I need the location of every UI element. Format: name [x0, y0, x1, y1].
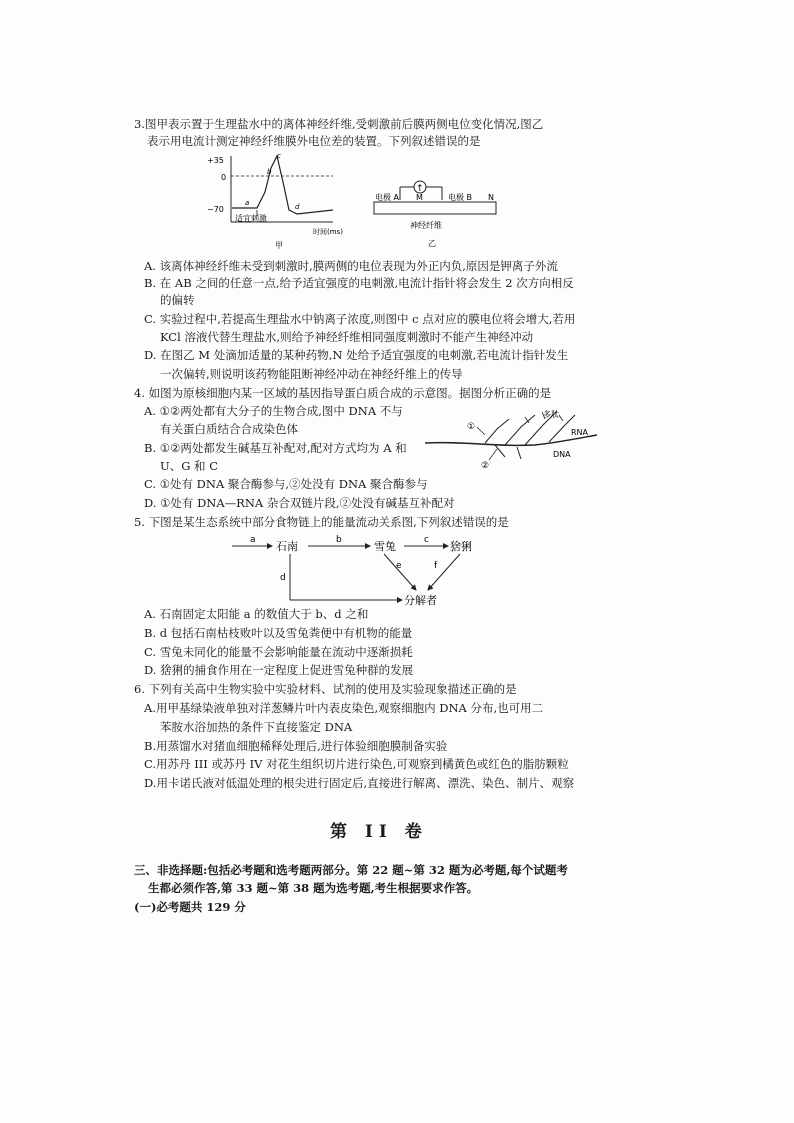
q6-option-c: C.用苏丹 III 或苏丹 IV 对花生组织切片进行染色,可观察到橘黄色或红色的脂肪颗粒: [144, 757, 569, 771]
q6-option-d: D.用卡诺氏液对低温处理的根尖进行固定后,直接进行解离、漂洗、染色、制片、观察: [144, 776, 575, 790]
q5-option-a: A. 石南固定太阳能 a 的数值大于 b、d 之和: [144, 607, 369, 621]
yi-caption: 乙: [428, 239, 436, 248]
q3-stem-line2: 表示用电流计测定神经纤维膜外电位差的装置。下列叙述错误的是: [147, 134, 481, 148]
yi-fiber-rect: [374, 202, 496, 214]
q4-option-a-line2: 有关蛋白质结合合成染色体: [160, 422, 298, 436]
q4-label-peptide: 多肽: [543, 410, 559, 419]
q5-label-a: a: [250, 535, 256, 545]
q3-stem-line1: 3.图甲表示置于生理盐水中的离体神经纤维,受刺激前后膜两侧电位变化情况,图乙: [134, 117, 544, 131]
q5-arrow-f: [428, 554, 460, 590]
q3-option-d-line1: D. 在图乙 M 处滴加适量的某种药物,N 处给予适宜强度的电刺激,若电流计指针发生: [144, 348, 569, 362]
q5-arrow-e: [384, 554, 416, 590]
yi-n-label: N: [488, 193, 494, 202]
q4-label-2: ②: [481, 461, 490, 471]
q3-option-a: A. 该离体神经纤维未受到刺激时,膜两侧的电位表现为外正内负,原因是钾离子外流: [144, 259, 558, 273]
q6-stem: 6. 下列有关高中生物实验中实验材料、试剂的使用及实验现象描述正确的是: [134, 682, 517, 696]
q5-label-c: c: [424, 535, 429, 545]
q5-option-b: B. d 包括石南枯枝败叶以及雪兔粪便中有机物的能量: [144, 626, 413, 640]
q5-node-shinan: 石南: [276, 540, 298, 553]
q5-stem: 5. 下图是某生态系统中部分食物链上的能量流动关系图,下列叙述错误的是: [134, 515, 509, 529]
q5-option-c: C. 雪兔未同化的能量不会影响能量在流动中逐渐损耗: [144, 645, 413, 659]
q3-option-b-line1: B. 在 AB 之间的任意一点,给予适宜强度的电刺激,电流计指针将会发生 2 次方向相反: [144, 276, 574, 290]
jia-point-d: d: [295, 203, 300, 211]
jia-stim-label: 适宜刺激: [235, 214, 267, 223]
q4-option-b-line1: B. ①②两处都发生碱基互补配对,配对方式均为 A 和: [144, 441, 407, 455]
q3-figure-jia: [205, 152, 365, 252]
yi-electrode-a: 电极 A: [375, 193, 400, 202]
section-instruction-line2: 生都必须作答,第 33 题~第 38 题为选考题,考生根据要求作答。: [148, 881, 479, 895]
section-title: 第 II 卷: [330, 822, 428, 842]
q4-label-1: ①: [467, 422, 476, 432]
q3-option-c-line1: C. 实验过程中,若提高生理盐水中钠离子浓度,则图中 c 点对应的膜电位将会增大,若用: [144, 312, 576, 326]
q5-node-xuetu: 雪兔: [374, 540, 396, 553]
section-instruction-line1: 三、非选择题:包括必考题和选考题两部分。第 22 题~第 32 题为必考题,每个试题考: [134, 863, 568, 877]
q3-figure-yi: [372, 178, 502, 250]
yi-electrode-b: 电极 B: [448, 193, 473, 202]
section-subheading: (一)必考题共 129 分: [134, 900, 246, 914]
q6-option-b: B.用蒸馏水对猪血细胞稀释处理后,进行体验细胞膜制备实验: [144, 739, 448, 753]
q5-label-e: e: [396, 561, 402, 571]
yi-meter-arrow: ↑: [416, 184, 424, 194]
jia-point-c: c: [277, 152, 281, 160]
q4-figure: [425, 405, 605, 475]
q4-rna-branch-1: [485, 419, 509, 443]
jia-caption: 甲: [275, 241, 283, 250]
jia-point-b: b: [267, 168, 272, 176]
jia-tick-0: 0: [221, 173, 227, 182]
q4-option-c: C. ①处有 DNA 聚合酶参与,②处没有 DNA 聚合酶参与: [144, 477, 428, 491]
jia-tick-minus70: −70: [207, 205, 224, 214]
q5-label-f: f: [434, 561, 438, 571]
q3-option-c-line2: KCl 溶液代替生理盐水,则给予神经纤维相同强度刺激时不能产生神经冲动: [160, 330, 534, 344]
q4-option-a-line1: A. ①②两处都有大分子的生物合成,图中 DNA 不与: [144, 404, 403, 418]
q4-option-d: D. ①处有 DNA—RNA 杂合双链片段,②处没有碱基互补配对: [144, 496, 455, 510]
jia-point-a: a: [245, 199, 250, 207]
yi-fiber-label: 神经纤维: [410, 221, 442, 230]
q5-option-d: D. 猞猁的捕食作用在一定程度上促进雪兔种群的发展: [144, 663, 414, 677]
q5-figure: [228, 532, 488, 614]
q4-label-rna: RNA: [571, 428, 589, 437]
yi-m-label: M: [416, 193, 423, 202]
q5-label-d: d: [280, 573, 286, 583]
jia-tick-plus35: +35: [207, 156, 224, 165]
q6-option-a-line2: 苯胺水浴加热的条件下直接鉴定 DNA: [160, 720, 353, 734]
q4-rna-branch-2: [505, 415, 535, 445]
q4-pointer-1: [477, 427, 485, 435]
q5-node-fenjie: 分解者: [404, 594, 437, 607]
q3-option-b-line2: 的偏转: [160, 293, 195, 307]
q4-stem: 4. 如图为原核细胞内某一区域的基因指导蛋白质合成的示意图。据图分析正确的是: [134, 386, 552, 400]
q4-option-b-line2: U、G 和 C: [160, 459, 218, 473]
q5-node-sunli: 猞猁: [450, 540, 472, 553]
q4-lower-branch: [495, 445, 521, 459]
q3-option-d-line2: 一次偏转,则说明该药物能阻断神经冲动在神经纤维上的传导: [160, 367, 463, 381]
jia-xlabel: 时间(ms): [313, 228, 343, 236]
q4-label-dna: DNA: [553, 450, 571, 459]
q6-option-a-line1: A.用甲基绿染液单独对洋葱鳞片叶内表皮染色,观察细胞内 DNA 分布,也可用二: [144, 701, 544, 715]
q5-label-b: b: [336, 535, 342, 545]
q4-pointer-2: [489, 449, 497, 460]
